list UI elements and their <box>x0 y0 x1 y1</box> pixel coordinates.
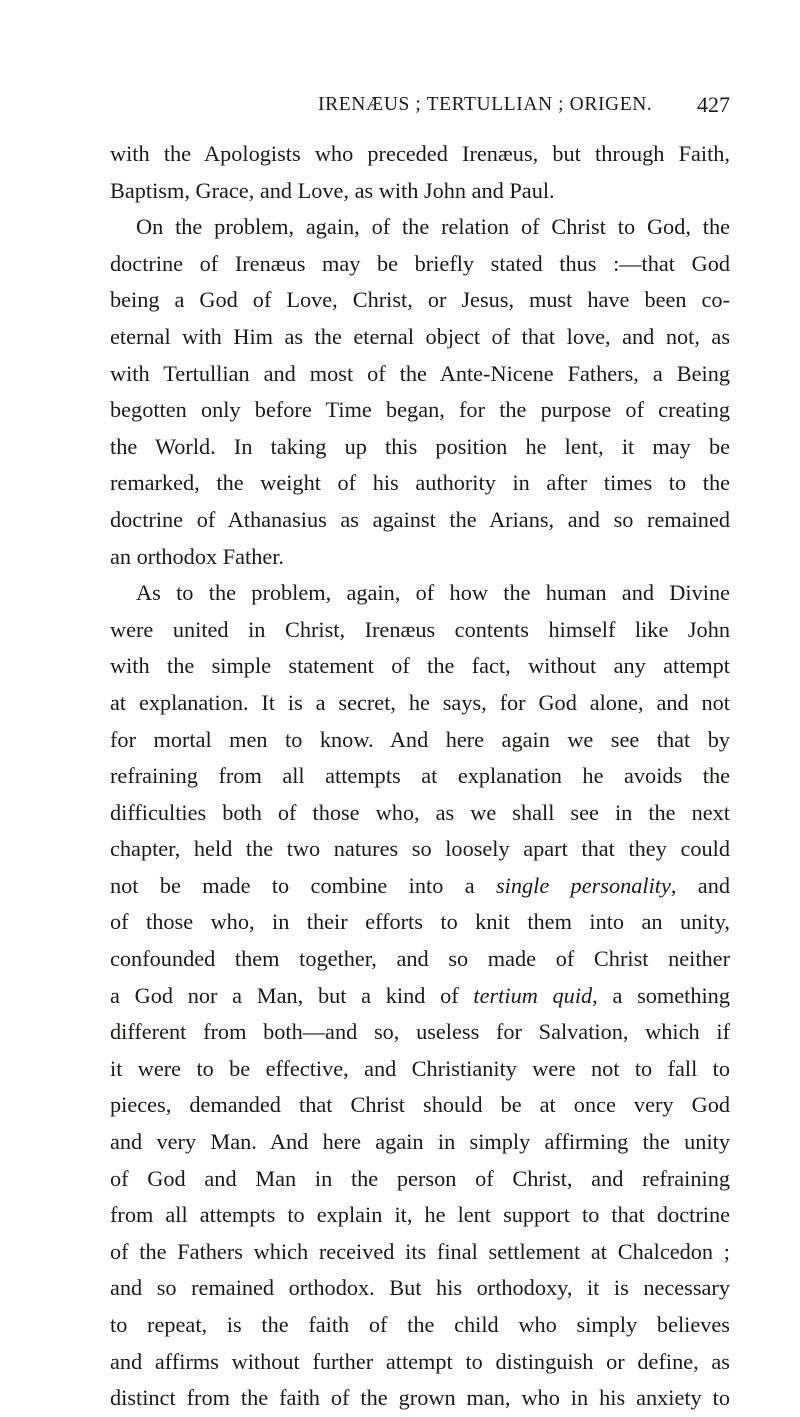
text-segment: the World. In taking up this position he lent, it may be <box>110 433 730 459</box>
text-line <box>110 356 730 393</box>
text-line <box>110 1197 730 1234</box>
running-title: IRENÆUS ; TERTULLIAN ; ORIGEN. <box>318 94 653 115</box>
text-segment: were united in Christ, Irenæus contents himself like John <box>110 616 730 642</box>
text-segment: On the problem, again, of the relation of Christ to God, the <box>136 214 730 240</box>
text-segment: not be made to combine into a <box>110 872 496 898</box>
text-line <box>110 173 730 210</box>
text-line <box>110 209 730 246</box>
text-line <box>110 868 730 905</box>
text-segment: chapter, held the two natures so loosely apart that they could <box>110 836 730 862</box>
text-line <box>110 539 730 576</box>
text-line <box>110 1014 730 1051</box>
text-line <box>110 685 730 722</box>
text-line <box>110 136 730 173</box>
text-line <box>110 648 730 685</box>
text-segment: and very Man. And here again in simply affirming the unity <box>110 1129 730 1155</box>
text-segment: from all attempts to explain it, he lent support to that doctrine <box>110 1202 730 1228</box>
text-line <box>110 429 730 466</box>
text-line <box>110 246 730 283</box>
body-text <box>110 136 730 1417</box>
text-segment: it were to be effective, and Christianity were not to fall to <box>110 1055 730 1081</box>
text-segment: pieces, demanded that Christ should be at once very God <box>110 1092 730 1118</box>
text-segment: different from both—and so, useless for Salvation, which if <box>110 1019 730 1045</box>
text-line <box>110 795 730 832</box>
italic-phrase: tertium quid <box>473 982 593 1008</box>
text-line <box>110 1161 730 1198</box>
text-segment: confounded them together, and so made of Christ neither <box>110 946 730 972</box>
text-line <box>110 502 730 539</box>
text-segment: , and <box>670 872 731 898</box>
text-segment: at explanation. It is a secret, he says, for God alone, and not <box>110 689 730 715</box>
text-segment: a God nor a Man, but a kind of <box>110 982 474 1008</box>
text-line <box>110 1380 730 1417</box>
text-line <box>110 1344 730 1381</box>
text-segment: difficulties both of those who, as we shall see in the next <box>110 799 730 825</box>
text-segment: As to the problem, again, of how the human and Divine <box>136 580 730 606</box>
text-segment: doctrine of Irenæus may be briefly stated thus :—that God <box>110 250 730 276</box>
text-segment: begotten only before Time began, for the purpose of creating <box>110 397 730 423</box>
text-segment: with the simple statement of the fact, without any attempt <box>110 653 730 679</box>
text-segment: doctrine of Athanasius as against the Arians, and so remained <box>110 506 730 532</box>
text-segment: of the Fathers which received its final settlement at Chalcedon ; <box>110 1238 730 1264</box>
italic-phrase: single personality <box>495 872 671 898</box>
text-segment: of God and Man in the person of Christ, and refraining <box>110 1165 730 1191</box>
text-segment: and affirms without further attempt to distinguish or define, as <box>110 1348 730 1374</box>
text-line <box>110 941 730 978</box>
text-line <box>110 1051 730 1088</box>
text-line <box>110 282 730 319</box>
text-segment: of those who, in their efforts to knit them into an unity, <box>110 909 730 935</box>
text-segment: for mortal men to know. And here again we see that by <box>110 726 730 752</box>
text-segment: being a God of Love, Christ, or Jesus, must have been co- <box>110 287 730 313</box>
text-line <box>110 1270 730 1307</box>
text-segment: distinct from the faith of the grown man, who in his anxiety to <box>110 1385 730 1411</box>
text-segment: remarked, the weight of his authority in after times to the <box>110 470 730 496</box>
text-line <box>110 1307 730 1344</box>
text-line <box>110 722 730 759</box>
text-line <box>110 1087 730 1124</box>
text-segment: and so remained orthodox. But his orthodoxy, it is necessary <box>110 1275 730 1301</box>
text-segment: , a something <box>592 982 730 1008</box>
page-number: 427 <box>697 92 730 117</box>
text-line <box>110 612 730 649</box>
text-line <box>110 831 730 868</box>
text-line <box>110 575 730 612</box>
text-segment: to repeat, is the faith of the child who simply believes <box>110 1312 730 1337</box>
text-line <box>110 1234 730 1271</box>
text-line <box>110 758 730 795</box>
text-line <box>110 1124 730 1161</box>
running-head <box>110 94 730 124</box>
text-segment: Baptism, Grace, and Love, as with John and Paul. <box>110 177 555 203</box>
text-line <box>110 319 730 356</box>
text-segment: with the Apologists who preceded Irenæus, but through Faith, <box>110 141 730 166</box>
text-segment: eternal with Him as the eternal object of that love, and not, as <box>110 323 730 349</box>
text-segment: an orthodox Father. <box>110 543 285 569</box>
text-line <box>110 465 730 502</box>
text-line <box>110 392 730 429</box>
text-line <box>110 904 730 941</box>
text-line <box>110 978 730 1015</box>
text-segment: with Tertullian and most of the Ante-Nicene Fathers, a Being <box>110 360 730 386</box>
text-segment: refraining from all attempts at explanation he avoids the <box>110 763 730 789</box>
